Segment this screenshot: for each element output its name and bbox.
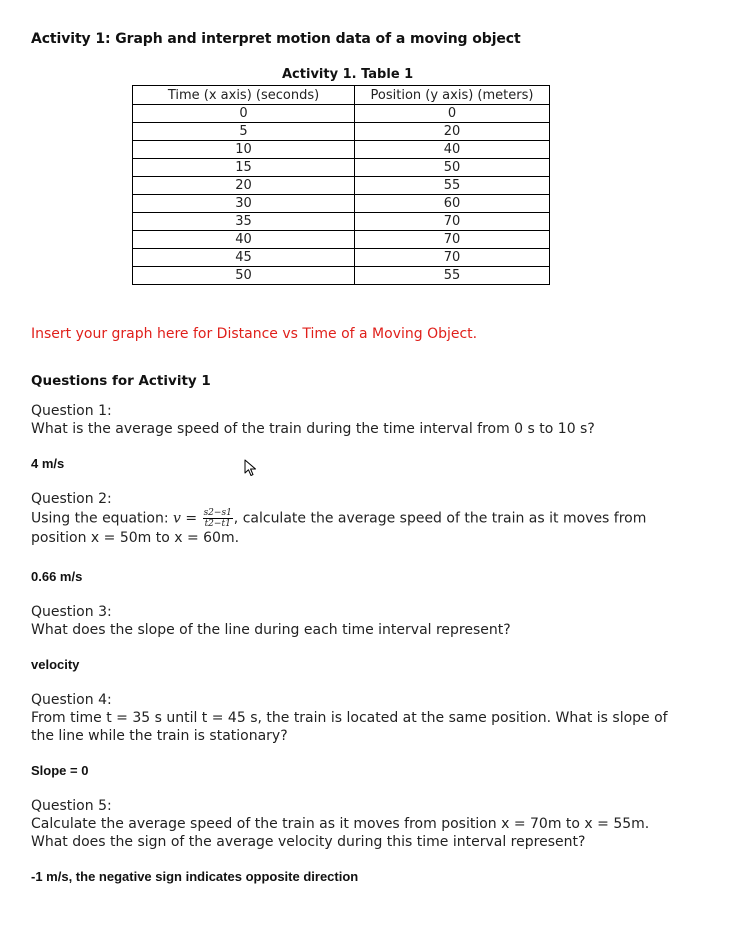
question-4 xyxy=(31,691,671,745)
table-row xyxy=(133,267,550,285)
time-cell: 40 xyxy=(133,231,355,249)
time-cell: 45 xyxy=(133,249,355,267)
motion-data-table xyxy=(132,85,550,285)
question-text-after: calculate the average speed of the train as it moves from position x = 50m to x = 60m. xyxy=(31,510,647,546)
question-1 xyxy=(31,402,671,438)
table-caption: Activity 1. Table 1 xyxy=(282,67,414,82)
table-row xyxy=(133,231,550,249)
table-row xyxy=(133,195,550,213)
position-cell: 70 xyxy=(355,213,550,231)
position-cell: 40 xyxy=(355,141,550,159)
table-row xyxy=(133,249,550,267)
time-cell: 5 xyxy=(133,123,355,141)
answer-5: -1 m/s, the negative sign indicates opposite direction xyxy=(31,869,359,884)
question-label: Question 5: xyxy=(31,798,112,814)
time-cell: 0 xyxy=(133,105,355,123)
column-header-position: Position (y axis) (meters) xyxy=(355,86,550,105)
graph-placeholder-text: Insert your graph here for Distance vs Time of a Moving Object. xyxy=(31,326,478,342)
equation-denominator: t2−t1 xyxy=(204,519,231,529)
equation-variable: v = xyxy=(173,510,198,527)
equation-fraction xyxy=(203,508,233,529)
time-cell: 10 xyxy=(133,141,355,159)
mouse-pointer-icon xyxy=(244,459,258,477)
time-cell: 20 xyxy=(133,177,355,195)
time-cell: 30 xyxy=(133,195,355,213)
position-cell: 20 xyxy=(355,123,550,141)
position-cell: 70 xyxy=(355,249,550,267)
answer-2: 0.66 m/s xyxy=(31,569,83,584)
question-label: Question 4: xyxy=(31,692,112,708)
question-3 xyxy=(31,603,671,639)
position-cell: 70 xyxy=(355,231,550,249)
table-row xyxy=(133,159,550,177)
equation-comma: , xyxy=(233,510,239,527)
question-5 xyxy=(31,797,671,851)
position-cell: 55 xyxy=(355,267,550,285)
equation-numerator: s2−s1 xyxy=(203,508,232,518)
question-text: Calculate the average speed of the train as it moves from position x = 70m to x = 55m. What does the sign of the average velocity during this time interval represent? xyxy=(31,816,650,850)
question-text xyxy=(31,508,671,547)
position-cell: 55 xyxy=(355,177,550,195)
time-cell: 15 xyxy=(133,159,355,177)
activity-title: Activity 1: Graph and interpret motion data of a moving object xyxy=(31,31,521,47)
question-text-before: Using the equation: xyxy=(31,510,174,527)
position-cell: 60 xyxy=(355,195,550,213)
question-label: Question 2: xyxy=(31,491,112,507)
table-row xyxy=(133,123,550,141)
question-text: What does the slope of the line during each time interval represent? xyxy=(31,622,511,638)
position-cell: 0 xyxy=(355,105,550,123)
question-label: Question 3: xyxy=(31,604,112,620)
question-2 xyxy=(31,490,671,547)
question-label: Question 1: xyxy=(31,403,112,419)
table-row xyxy=(133,105,550,123)
table-row xyxy=(133,141,550,159)
table-row xyxy=(133,177,550,195)
table-row xyxy=(133,213,550,231)
time-cell: 50 xyxy=(133,267,355,285)
position-cell: 50 xyxy=(355,159,550,177)
table-header-row xyxy=(133,86,550,105)
column-header-time: Time (x axis) (seconds) xyxy=(133,86,355,105)
question-text: From time t = 35 s until t = 45 s, the train is located at the same position. What is slope of the line while the train is stationary? xyxy=(31,710,668,744)
answer-3: velocity xyxy=(31,657,80,672)
question-text: What is the average speed of the train during the time interval from 0 s to 10 s? xyxy=(31,421,595,437)
time-cell: 35 xyxy=(133,213,355,231)
questions-heading: Questions for Activity 1 xyxy=(31,373,211,389)
answer-1: 4 m/s xyxy=(31,456,65,471)
answer-4: Slope = 0 xyxy=(31,763,89,778)
